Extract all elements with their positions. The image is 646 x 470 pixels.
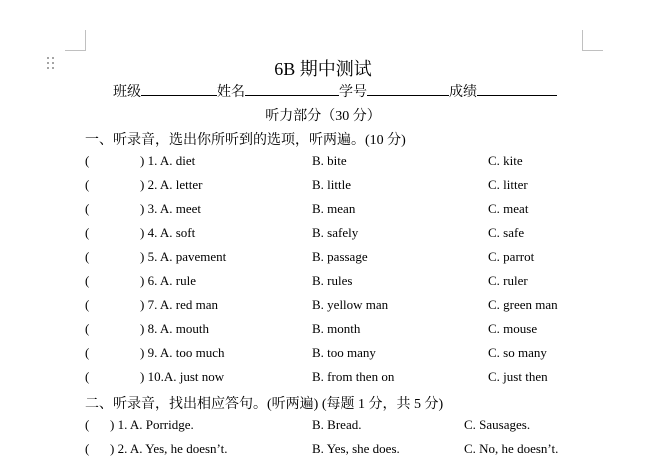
answer-paren[interactable]: (	[85, 153, 90, 168]
option-b: B. month	[312, 321, 361, 336]
class-label: 班级	[113, 85, 141, 100]
page-title: 6B 期中测试	[274, 59, 372, 79]
option-c: C. No, he doesn’t.	[464, 441, 559, 456]
section1-heading: 一、听录音，选出你所听到的选项，听两遍。(10 分)	[85, 133, 406, 148]
option-b: B. safely	[312, 225, 359, 240]
option-a: ) 1. A. diet	[140, 153, 196, 168]
list-item	[0, 321, 646, 343]
option-c: C. green man	[488, 297, 558, 312]
option-c: C. meat	[488, 201, 529, 216]
name-blank[interactable]	[245, 81, 339, 96]
answer-paren[interactable]: (	[85, 273, 90, 288]
option-b: B. rules	[312, 273, 353, 288]
list-item	[0, 249, 646, 271]
option-a: ) 9. A. too much	[140, 345, 225, 360]
number-label: 学号	[339, 85, 367, 100]
answer-paren[interactable]: (	[85, 177, 90, 192]
option-a: ) 8. A. mouth	[140, 321, 209, 336]
option-a: ) 10.A. just now	[140, 369, 225, 384]
option-c: C. parrot	[488, 249, 535, 264]
page-corner-mark-left	[65, 30, 86, 51]
answer-paren[interactable]: (	[85, 201, 90, 216]
list-item	[0, 201, 646, 223]
list-item	[0, 417, 646, 439]
option-a: ) 7. A. red man	[140, 297, 218, 312]
option-b: B. mean	[312, 201, 356, 216]
option-a: ) 4. A. soft	[140, 225, 196, 240]
option-b: B. too many	[312, 345, 376, 360]
option-a: ) 5. A. pavement	[140, 249, 227, 264]
option-c: C. litter	[488, 177, 528, 192]
option-b: B. from then on	[312, 369, 395, 384]
option-b: B. Bread.	[312, 417, 362, 432]
option-c: C. kite	[488, 153, 523, 168]
student-info-line	[113, 81, 557, 101]
option-c: C. ruler	[488, 273, 528, 288]
class-blank[interactable]	[141, 81, 217, 96]
listening-header: 听力部分（30 分）	[265, 109, 381, 124]
option-b: B. bite	[312, 153, 347, 168]
option-b: B. passage	[312, 249, 368, 264]
list-item	[0, 177, 646, 199]
answer-paren[interactable]: (	[85, 369, 90, 384]
option-c: C. Sausages.	[464, 417, 531, 432]
answer-paren[interactable]: (	[85, 441, 90, 456]
list-item	[0, 297, 646, 319]
option-b: B. little	[312, 177, 351, 192]
answer-paren[interactable]: (	[85, 345, 90, 360]
answer-paren[interactable]: (	[85, 249, 90, 264]
answer-paren[interactable]: (	[85, 321, 90, 336]
list-item	[0, 369, 646, 391]
page-corner-mark-right	[582, 30, 603, 51]
option-b: B. yellow man	[312, 297, 389, 312]
option-a: ) 6. A. rule	[140, 273, 196, 288]
list-item	[0, 153, 646, 175]
list-item	[0, 225, 646, 247]
option-b: B. Yes, she does.	[312, 441, 400, 456]
list-item	[0, 441, 646, 463]
list-item	[0, 345, 646, 367]
option-c: C. so many	[488, 345, 547, 360]
score-label: 成绩	[449, 85, 477, 100]
section2-heading: 二、听录音，找出相应答句。(听两遍) (每题 1 分，共 5 分)	[85, 397, 444, 412]
option-c: C. mouse	[488, 321, 538, 336]
number-blank[interactable]	[367, 81, 449, 96]
option-c: C. just then	[488, 369, 548, 384]
option-a: ) 3. A. meet	[140, 201, 202, 216]
option-a: ) 1. A. Porridge.	[110, 417, 194, 432]
answer-paren[interactable]: (	[85, 417, 90, 432]
answer-paren[interactable]: (	[85, 225, 90, 240]
option-c: C. safe	[488, 225, 525, 240]
score-blank[interactable]	[477, 81, 557, 96]
list-item	[0, 273, 646, 295]
answer-paren[interactable]: (	[85, 297, 90, 312]
option-a: ) 2. A. Yes, he doesn’t.	[110, 441, 228, 456]
name-label: 姓名	[217, 85, 245, 100]
option-a: ) 2. A. letter	[140, 177, 203, 192]
